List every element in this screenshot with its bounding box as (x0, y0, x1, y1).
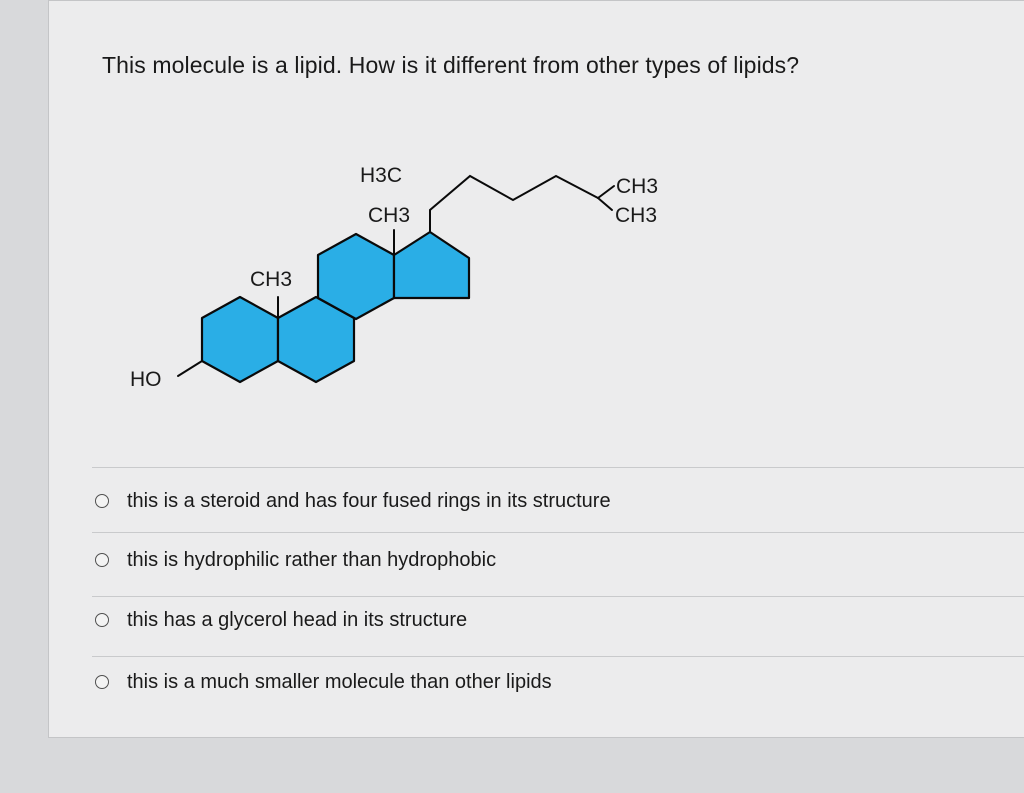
divider-2 (92, 596, 1024, 597)
option-2-radio[interactable] (95, 553, 109, 567)
option-1-label: this is a steroid and has four fused rings in its structure (127, 489, 611, 512)
option-4-label: this is a much smaller molecule than other lipids (127, 670, 552, 693)
label-ch3-mid: CH3 (250, 268, 293, 291)
question-text: This molecule is a lipid. How is it different from other types of lipids? (102, 52, 800, 78)
divider-0 (92, 467, 1024, 468)
option-2-label: this is hydrophilic rather than hydrophobic (127, 548, 497, 571)
option-4-radio[interactable] (95, 675, 109, 689)
option-3[interactable] (95, 609, 467, 631)
divider-3 (92, 656, 1024, 657)
fused-rings (202, 232, 469, 382)
label-ch3-right-2: CH3 (615, 204, 658, 227)
option-4[interactable] (95, 671, 552, 693)
ring-d (394, 232, 469, 298)
label-ho: HO (130, 368, 162, 391)
label-h3c: H3C (360, 164, 403, 187)
label-ch3-top: CH3 (368, 204, 411, 227)
option-2[interactable] (95, 549, 496, 571)
option-3-label: this has a glycerol head in its structure (127, 608, 468, 631)
option-1[interactable] (95, 490, 611, 512)
option-3-radio[interactable] (95, 613, 109, 627)
ring-a (202, 297, 278, 382)
divider-1 (92, 532, 1024, 533)
option-1-radio[interactable] (95, 494, 109, 508)
label-ch3-right-1: CH3 (616, 175, 659, 198)
